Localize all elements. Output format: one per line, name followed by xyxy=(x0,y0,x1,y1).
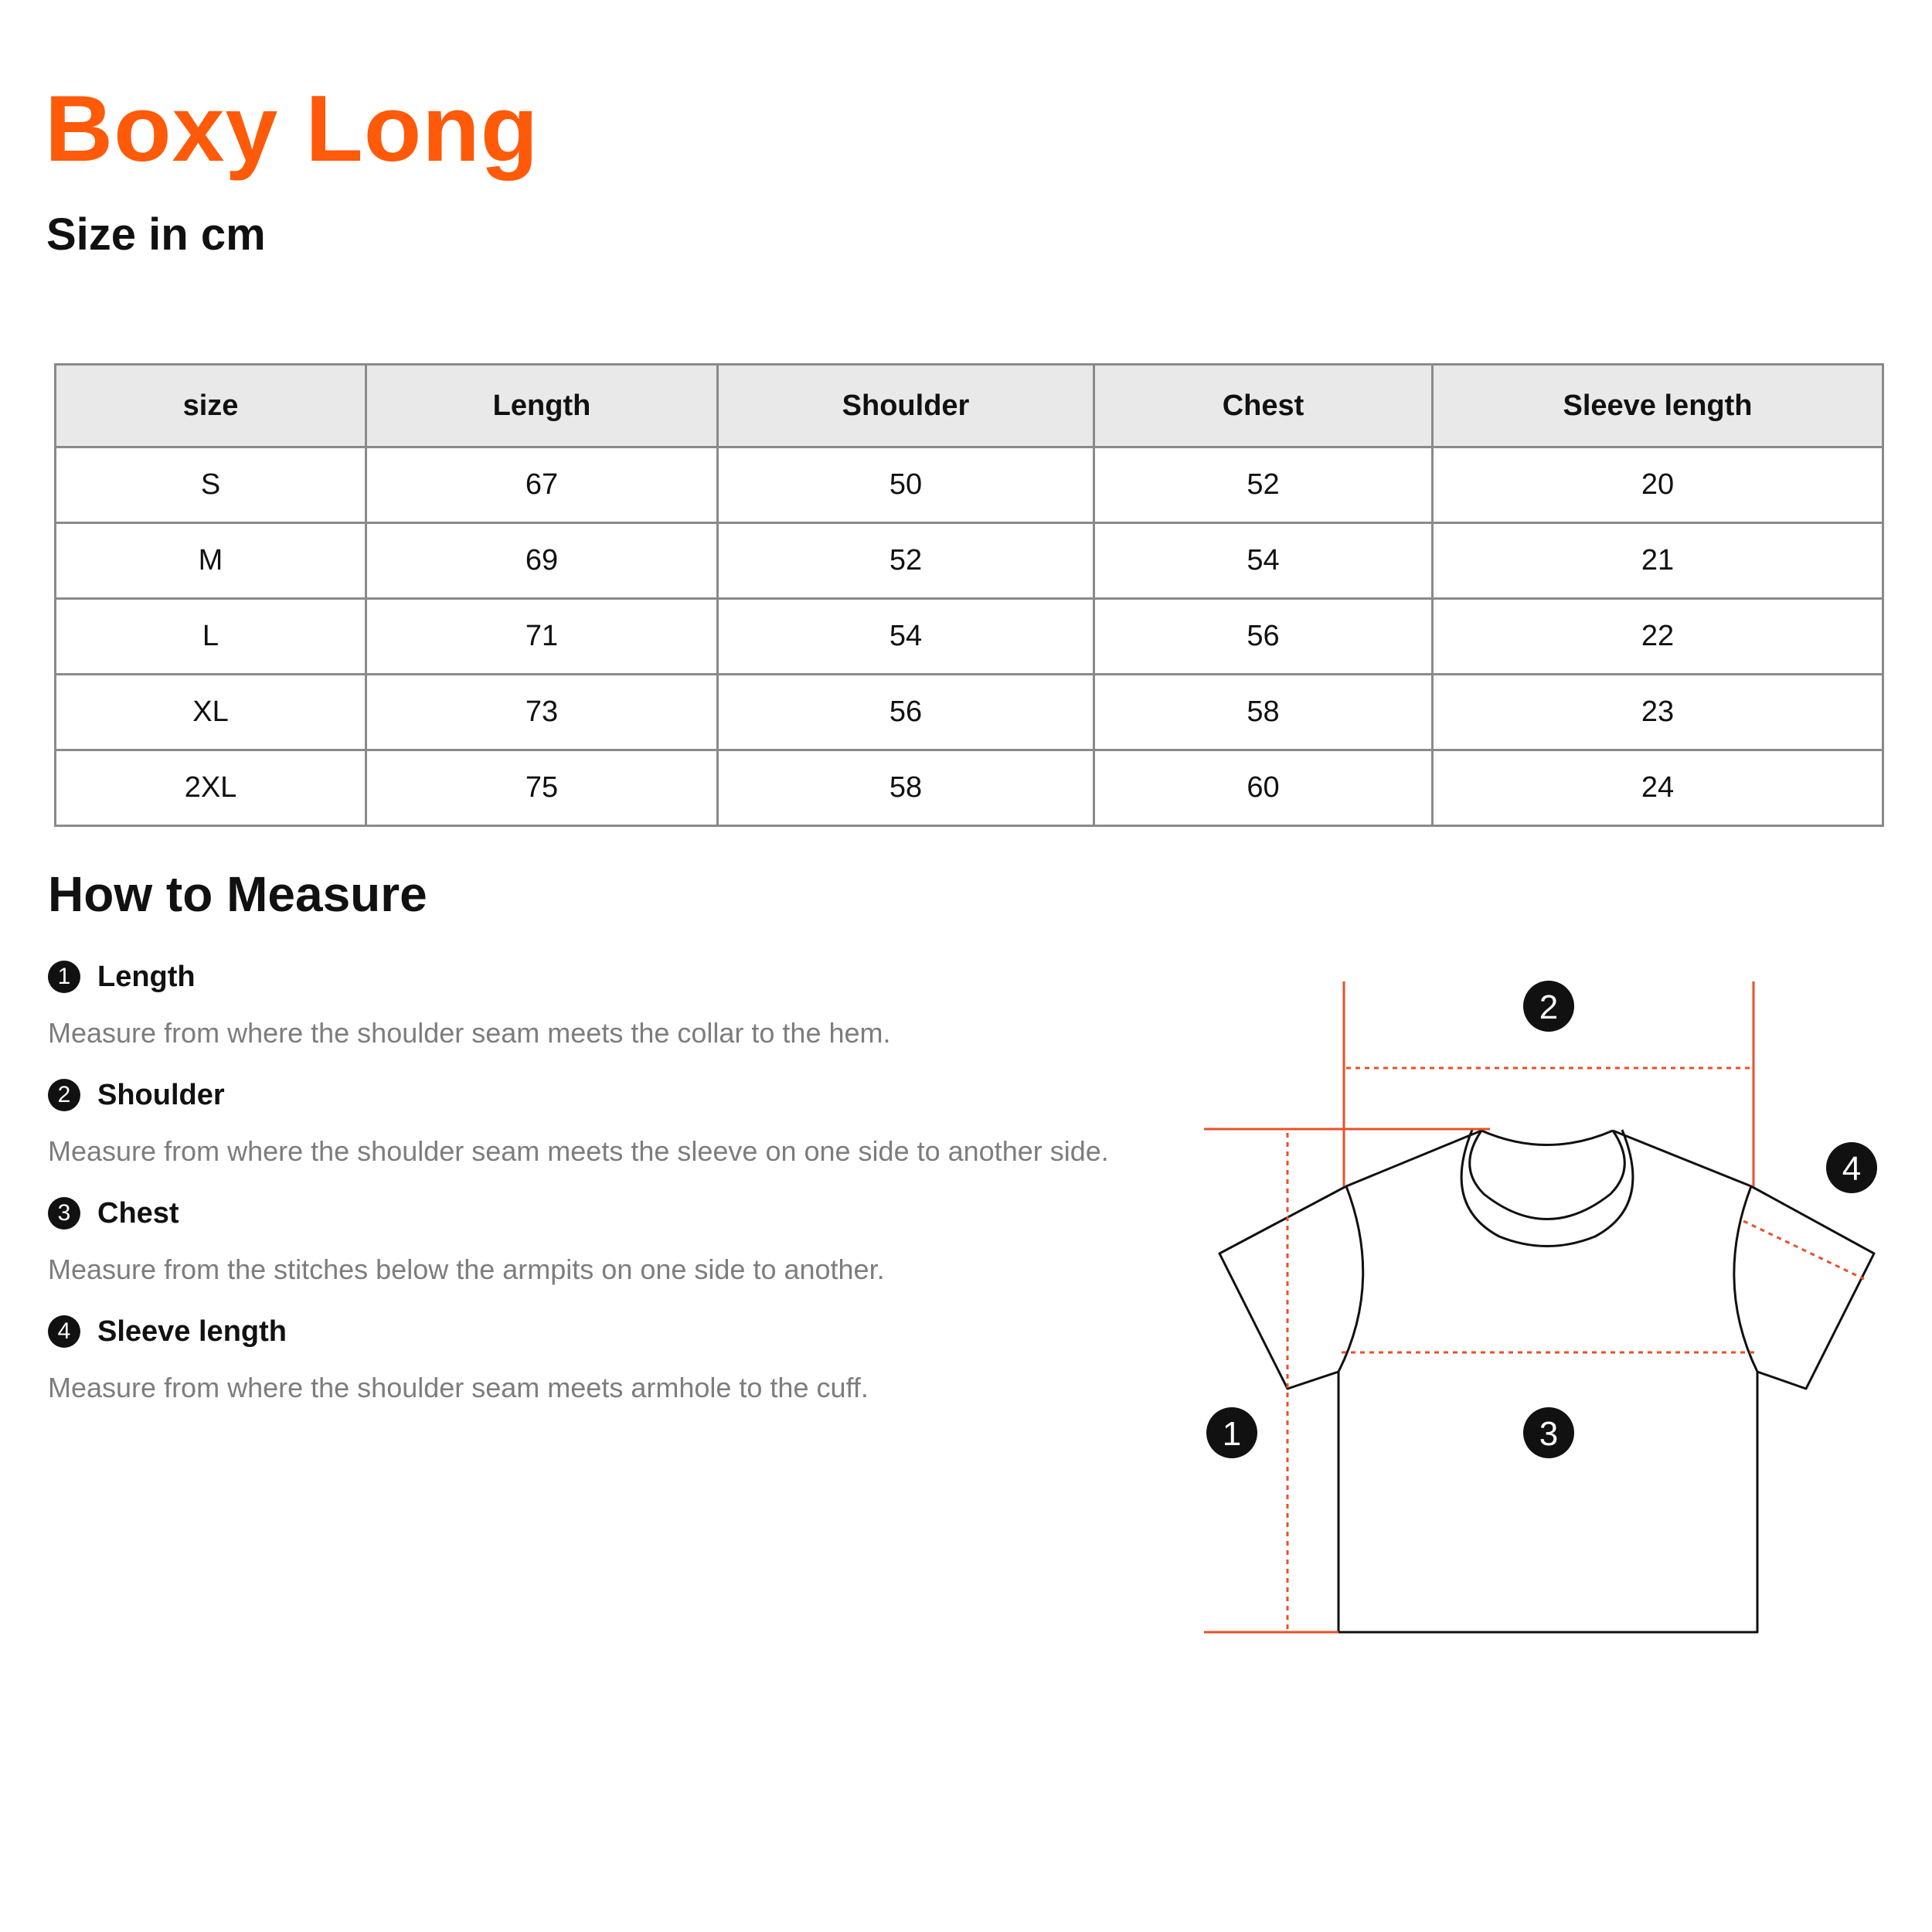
column-header-sleeve-length: Sleeve length xyxy=(1433,365,1883,447)
step-description: Measure from the stitches below the armpits on one side to another. xyxy=(48,1253,885,1285)
column-header-shoulder: Shoulder xyxy=(718,365,1094,447)
table-cell: L xyxy=(56,599,366,675)
table-cell: 20 xyxy=(1433,447,1883,523)
table-cell: M xyxy=(56,523,366,599)
tshirt-measurement-diagram-icon xyxy=(1182,966,1893,1662)
table-cell: 52 xyxy=(1094,447,1433,523)
table-cell: 56 xyxy=(1094,599,1433,675)
table-row xyxy=(56,675,1883,750)
table-cell: 24 xyxy=(1433,750,1883,826)
how-to-measure-heading: How to Measure xyxy=(48,866,427,922)
step-description: Measure from where the shoulder seam meets the sleeve on one side to another side. xyxy=(48,1135,1109,1167)
step-label: Chest xyxy=(97,1196,179,1230)
table-cell: 21 xyxy=(1433,523,1883,599)
table-row xyxy=(56,447,1883,523)
page-title: Boxy Long xyxy=(45,76,539,181)
measurement-lines xyxy=(1204,981,1864,1632)
table-cell: 71 xyxy=(366,599,718,675)
marker-badge-3 xyxy=(1523,1407,1574,1458)
table-row xyxy=(56,750,1883,826)
column-header-size: size xyxy=(56,365,366,447)
marker-badge-4 xyxy=(1826,1142,1877,1193)
measure-step-sleeve-length xyxy=(48,1311,1192,1404)
step-label: Length xyxy=(97,960,196,993)
table-cell: 69 xyxy=(366,523,718,599)
svg-text:2: 2 xyxy=(1539,988,1559,1026)
table-cell: 50 xyxy=(718,447,1094,523)
table-cell: 22 xyxy=(1433,599,1883,675)
tshirt-outline xyxy=(1219,1130,1874,1632)
table-cell: 73 xyxy=(366,675,718,750)
svg-text:3: 3 xyxy=(1539,1415,1559,1453)
column-header-chest: Chest xyxy=(1094,365,1433,447)
step-number-badge: 2 xyxy=(48,1079,80,1111)
table-cell: 52 xyxy=(718,523,1094,599)
table-cell: 23 xyxy=(1433,675,1883,750)
column-header-length: Length xyxy=(366,365,718,447)
svg-text:1: 1 xyxy=(1222,1415,1242,1453)
table-row xyxy=(56,599,1883,675)
table-cell: 60 xyxy=(1094,750,1433,826)
table-cell: S xyxy=(56,447,366,523)
table-cell: 67 xyxy=(366,447,718,523)
table-cell: 2XL xyxy=(56,750,366,826)
measure-step-shoulder xyxy=(48,1075,1192,1168)
size-table xyxy=(54,363,1884,827)
marker-badge-1 xyxy=(1206,1407,1257,1458)
table-cell: XL xyxy=(56,675,366,750)
step-number-badge: 1 xyxy=(48,961,80,993)
table-cell: 58 xyxy=(1094,675,1433,750)
step-label: Shoulder xyxy=(97,1078,225,1111)
table-cell: 75 xyxy=(366,750,718,826)
step-number-badge: 3 xyxy=(48,1197,80,1230)
step-label: Sleeve length xyxy=(97,1315,287,1348)
step-number-badge: 4 xyxy=(48,1315,80,1348)
table-header-row xyxy=(56,365,1883,447)
table-cell: 54 xyxy=(1094,523,1433,599)
page-subtitle: Size in cm xyxy=(46,209,266,260)
measure-step-length xyxy=(48,957,1192,1049)
table-cell: 56 xyxy=(718,675,1094,750)
marker-badge-2 xyxy=(1523,981,1574,1032)
step-description: Measure from where the shoulder seam meets armhole to the cuff. xyxy=(48,1372,869,1403)
svg-text:4: 4 xyxy=(1842,1150,1862,1188)
table-row xyxy=(56,523,1883,599)
table-cell: 58 xyxy=(718,750,1094,826)
measure-step-chest xyxy=(48,1193,1192,1286)
table-cell: 54 xyxy=(718,599,1094,675)
step-description: Measure from where the shoulder seam meets the collar to the hem. xyxy=(48,1017,891,1049)
